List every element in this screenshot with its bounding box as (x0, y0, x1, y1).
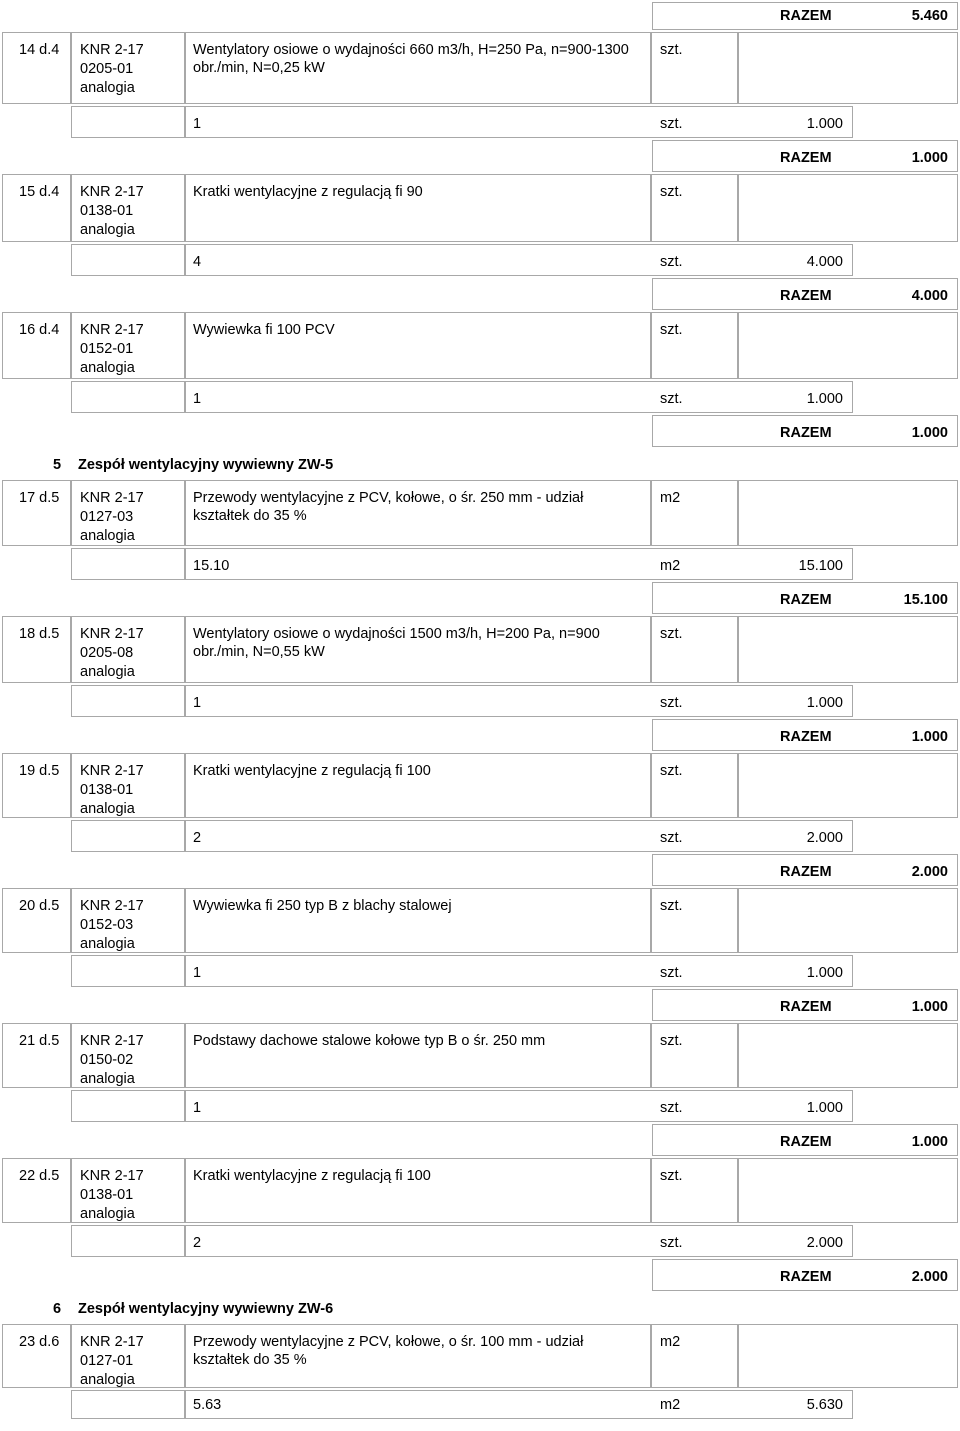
calc-value: 1.000 (806, 1100, 843, 1116)
empty-cell (738, 888, 958, 953)
calc-left-cell (71, 381, 185, 413)
catalog-code-line: KNR 2-17 (80, 490, 144, 506)
calc-row (0, 1388, 960, 1419)
calc-main-cell (185, 955, 853, 987)
position-unit: szt. (660, 898, 683, 914)
catalog-code-line: 0138-01 (80, 1187, 134, 1203)
catalog-code-line: analogia (80, 222, 135, 238)
pos-row (0, 1156, 960, 1223)
catalog-code-line: KNR 2-17 (80, 898, 144, 914)
calc-row (0, 104, 960, 138)
calc-unit: szt. (660, 965, 683, 981)
catalog-code-line: KNR 2-17 (80, 1033, 144, 1049)
razem-label: RAZEM (780, 729, 832, 745)
razem-value: 1.000 (911, 999, 948, 1015)
position-description: Przewody wentylacyjne z PCV, kołowe, o śr. 250 mm - udział kształtek do 35 % (193, 490, 584, 524)
calc-main-cell (185, 685, 853, 717)
razem-label: RAZEM (780, 8, 832, 24)
calc-left-cell (71, 820, 185, 852)
calc-expression: 2 (193, 1235, 202, 1251)
empty-cell (738, 1324, 958, 1388)
calc-left-cell (71, 1225, 185, 1257)
position-unit: szt. (660, 1168, 683, 1184)
pos-row (0, 172, 960, 242)
section-title: Zespół wentylacyjny wywiewny ZW-6 (78, 1301, 334, 1317)
position-unit: szt. (660, 42, 683, 58)
position-unit: m2 (660, 490, 681, 506)
calc-left-cell (71, 955, 185, 987)
empty-cell (738, 753, 958, 818)
position-number: 20 d.5 (19, 898, 60, 914)
calc-row (0, 953, 960, 987)
calc-main-cell (185, 1390, 853, 1419)
position-number: 16 d.4 (19, 322, 60, 338)
calc-expression: 1 (193, 965, 202, 981)
calc-main-cell (185, 244, 853, 276)
calc-main-cell (185, 1225, 853, 1257)
razem-label: RAZEM (780, 1269, 832, 1285)
catalog-code-line: KNR 2-17 (80, 322, 144, 338)
calc-value: 1.000 (806, 965, 843, 981)
calc-main-cell (185, 1090, 853, 1122)
catalog-code-line: analogia (80, 936, 135, 952)
razem-label: RAZEM (780, 1134, 832, 1150)
catalog-code-line: 0138-01 (80, 203, 134, 219)
calc-main-cell (185, 106, 853, 138)
catalog-code-line: analogia (80, 360, 135, 376)
razem-row (0, 0, 960, 30)
calc-value: 1.000 (806, 391, 843, 407)
calc-unit: m2 (660, 1397, 681, 1413)
position-description: Kratki wentylacyjne z regulacją fi 90 (193, 184, 423, 200)
empty-cell (738, 1023, 958, 1088)
catalog-code-line: analogia (80, 1071, 135, 1087)
calc-value: 5.630 (806, 1397, 843, 1413)
catalog-code-line: analogia (80, 528, 135, 544)
calc-main-cell (185, 548, 853, 580)
calc-row (0, 683, 960, 717)
razem-label: RAZEM (780, 150, 832, 166)
razem-value: 2.000 (911, 864, 948, 880)
position-description: Wywiewka fi 100 PCV (193, 322, 335, 338)
calc-row (0, 1088, 960, 1122)
section-row (0, 447, 960, 478)
razem-row (0, 138, 960, 172)
pos-row (0, 751, 960, 818)
position-description: Wentylatory osiowe o wydajności 1500 m3/h, H=200 Pa, n=900 obr./min, N=0,55 kW (193, 626, 600, 660)
razem-value: 4.000 (911, 288, 948, 304)
position-unit: szt. (660, 763, 683, 779)
calc-expression: 2 (193, 830, 202, 846)
section-number: 6 (53, 1301, 62, 1317)
calc-row (0, 1223, 960, 1257)
calc-expression: 5.63 (193, 1397, 222, 1413)
calc-left-cell (71, 244, 185, 276)
position-unit: szt. (660, 626, 683, 642)
empty-cell (738, 174, 958, 242)
calc-value: 15.100 (798, 558, 843, 574)
razem-row (0, 1122, 960, 1156)
position-unit: szt. (660, 322, 683, 338)
calc-value: 2.000 (806, 830, 843, 846)
catalog-code-line: 0152-01 (80, 341, 134, 357)
empty-cell (738, 480, 958, 546)
position-number: 22 d.5 (19, 1168, 60, 1184)
razem-label: RAZEM (780, 999, 832, 1015)
catalog-code-line: analogia (80, 1372, 135, 1388)
empty-cell (738, 1158, 958, 1223)
position-description: Wywiewka fi 250 typ B z blachy stalowej (193, 898, 452, 914)
section-title: Zespół wentylacyjny wywiewny ZW-5 (78, 457, 334, 473)
position-unit: m2 (660, 1334, 681, 1350)
empty-cell (738, 616, 958, 683)
calc-value: 4.000 (806, 254, 843, 270)
position-description: Przewody wentylacyjne z PCV, kołowe, o śr. 100 mm - udział kształtek do 35 % (193, 1334, 584, 1368)
calc-value: 2.000 (806, 1235, 843, 1251)
position-description: Podstawy dachowe stalowe kołowe typ B o śr. 250 mm (193, 1033, 546, 1049)
catalog-code-line: KNR 2-17 (80, 1168, 144, 1184)
calc-unit: szt. (660, 830, 683, 846)
catalog-code-line: 0205-08 (80, 645, 134, 661)
razem-row (0, 987, 960, 1021)
razem-value: 2.000 (911, 1269, 948, 1285)
calc-unit: szt. (660, 1235, 683, 1251)
catalog-code-line: KNR 2-17 (80, 42, 144, 58)
catalog-code-line: KNR 2-17 (80, 184, 144, 200)
calc-expression: 1 (193, 695, 202, 711)
position-number: 17 d.5 (19, 490, 60, 506)
calc-left-cell (71, 1090, 185, 1122)
calc-expression: 1 (193, 391, 202, 407)
calc-unit: szt. (660, 116, 683, 132)
position-number: 18 d.5 (19, 626, 60, 642)
position-number: 23 d.6 (19, 1334, 60, 1350)
calc-left-cell (71, 685, 185, 717)
razem-label: RAZEM (780, 864, 832, 880)
calc-main-cell (185, 381, 853, 413)
catalog-code-line: 0152-03 (80, 917, 134, 933)
section-number: 5 (53, 457, 62, 473)
razem-value: 5.460 (911, 8, 948, 24)
catalog-code-line: analogia (80, 801, 135, 817)
calc-expression: 15.10 (193, 558, 230, 574)
razem-row (0, 276, 960, 310)
position-unit: szt. (660, 1033, 683, 1049)
position-number: 21 d.5 (19, 1033, 60, 1049)
catalog-code-line: KNR 2-17 (80, 1334, 144, 1350)
calc-left-cell (71, 106, 185, 138)
calc-expression: 1 (193, 116, 202, 132)
calc-left-cell (71, 1390, 185, 1419)
calc-unit: szt. (660, 695, 683, 711)
razem-row (0, 580, 960, 614)
catalog-code-line: analogia (80, 1206, 135, 1222)
razem-row (0, 413, 960, 447)
position-description: Wentylatory osiowe o wydajności 660 m3/h, H=250 Pa, n=900-1300 obr./min, N=0,25 kW (193, 42, 629, 76)
pos-row (0, 30, 960, 104)
razem-value: 1.000 (911, 729, 948, 745)
calc-row (0, 546, 960, 580)
catalog-code-line: KNR 2-17 (80, 626, 144, 642)
position-description: Kratki wentylacyjne z regulacją fi 100 (193, 1168, 431, 1184)
razem-row (0, 852, 960, 886)
catalog-code-line: 0127-01 (80, 1353, 134, 1369)
position-description: Kratki wentylacyjne z regulacją fi 100 (193, 763, 431, 779)
catalog-code-line: 0205-01 (80, 61, 134, 77)
calc-expression: 1 (193, 1100, 202, 1116)
razem-value: 1.000 (911, 1134, 948, 1150)
razem-value: 1.000 (911, 425, 948, 441)
empty-cell (738, 32, 958, 104)
pos-row (0, 1021, 960, 1088)
calc-unit: szt. (660, 1100, 683, 1116)
razem-value: 1.000 (911, 150, 948, 166)
razem-row (0, 717, 960, 751)
calc-main-cell (185, 820, 853, 852)
calc-left-cell (71, 548, 185, 580)
pos-row (0, 478, 960, 546)
calc-value: 1.000 (806, 695, 843, 711)
calc-unit: szt. (660, 254, 683, 270)
position-unit: szt. (660, 184, 683, 200)
calc-unit: m2 (660, 558, 681, 574)
section-row (0, 1291, 960, 1322)
calc-row (0, 818, 960, 852)
position-number: 14 d.4 (19, 42, 60, 58)
pos-row (0, 310, 960, 379)
pos-row (0, 886, 960, 953)
pos-row (0, 1322, 960, 1388)
catalog-code-line: analogia (80, 80, 135, 96)
catalog-code-line: analogia (80, 664, 135, 680)
catalog-code-line: 0138-01 (80, 782, 134, 798)
calc-expression: 4 (193, 254, 202, 270)
pos-row (0, 614, 960, 683)
calc-value: 1.000 (806, 116, 843, 132)
catalog-code-line: KNR 2-17 (80, 763, 144, 779)
razem-value: 15.100 (903, 592, 948, 608)
position-number: 19 d.5 (19, 763, 60, 779)
razem-label: RAZEM (780, 592, 832, 608)
razem-label: RAZEM (780, 425, 832, 441)
position-number: 15 d.4 (19, 184, 60, 200)
empty-cell (738, 312, 958, 379)
razem-label: RAZEM (780, 288, 832, 304)
calc-row (0, 379, 960, 413)
catalog-code-line: 0127-03 (80, 509, 134, 525)
calc-row (0, 242, 960, 276)
catalog-code-line: 0150-02 (80, 1052, 134, 1068)
razem-row (0, 1257, 960, 1291)
calc-unit: szt. (660, 391, 683, 407)
